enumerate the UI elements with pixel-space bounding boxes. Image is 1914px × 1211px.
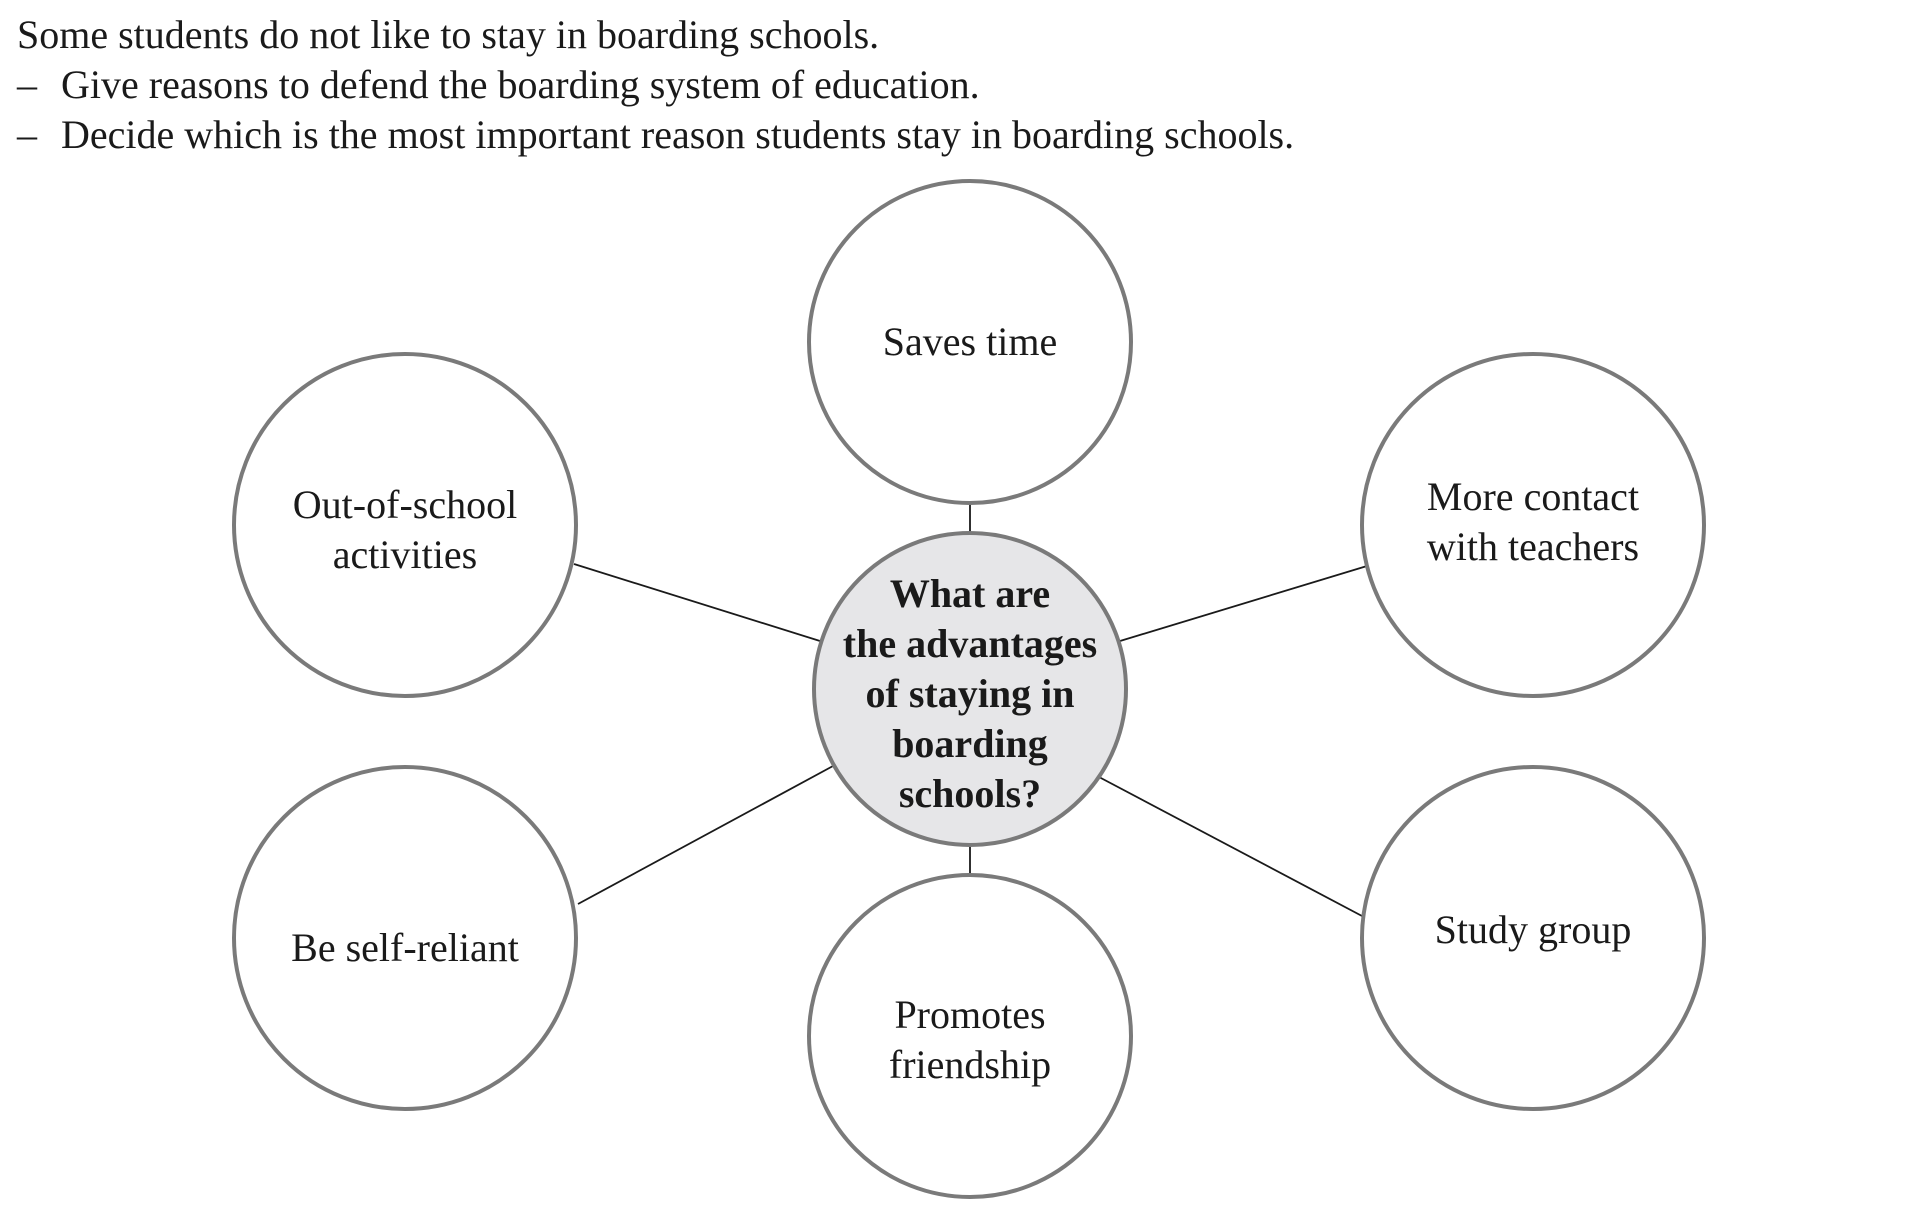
dash-marker: –: [17, 112, 37, 157]
connector-upper-right: [1120, 566, 1367, 641]
instruction-intro: Some students do not like to stay in boarding schools.: [17, 12, 880, 57]
instruction-bullet-text: Give reasons to defend the boarding system of education.: [61, 62, 980, 107]
node-label-upper-right: More contact with teachers: [1426, 474, 1640, 569]
node-label-lower-right: Study group: [1434, 907, 1632, 952]
center-question: What are the advantages of staying in boarding schools?: [842, 571, 1098, 816]
connector-upper-left: [574, 564, 820, 641]
node-label-top: Saves time: [882, 319, 1058, 364]
connector-lower-left: [578, 766, 833, 904]
node-label-lower-left: Be self-reliant: [291, 925, 519, 970]
connector-lower-right: [1099, 777, 1362, 916]
dash-marker: –: [17, 62, 37, 107]
node-label-upper-left: Out-of-school activities: [292, 482, 518, 577]
node-label-bottom: Promotes friendship: [888, 992, 1052, 1087]
instruction-bullet-text: Decide which is the most important reason students stay in boarding schools.: [61, 112, 1295, 157]
